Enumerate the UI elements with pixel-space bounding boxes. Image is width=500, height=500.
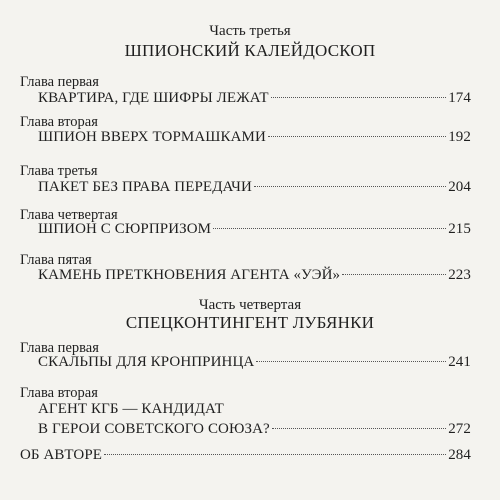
chapter-title: ШПИОН ВВЕРХ ТОРМАШКАМИ [38,129,266,145]
about-author-title: ОБ АВТОРЕ [20,447,103,463]
chapter-label: Глава пятая [20,252,92,268]
chapter-label: Глава первая [20,340,99,356]
dot-leader [271,97,447,98]
dot-leader [104,454,446,455]
chapter-title: СКАЛЬПЫ ДЛЯ КРОНПРИНЦА [38,354,255,370]
page-number: 204 [448,179,471,195]
part-three-label: Часть третья [209,23,291,39]
toc-entry-about-author[interactable] [20,446,471,465]
part-four-label: Часть четвертая [198,297,302,313]
chapter-title: КВАРТИРА, ГДЕ ШИФРЫ ЛЕЖАТ [38,90,269,106]
toc-entry[interactable] [38,178,471,197]
dot-leader [254,186,446,187]
page-number: 192 [448,129,471,145]
chapter-title: ШПИОН С СЮРПРИЗОМ [38,221,212,237]
toc-entry[interactable] [38,420,471,439]
dot-leader [213,228,446,229]
toc-entry[interactable] [38,353,471,372]
toc-entry[interactable] [38,220,471,239]
page-number: 223 [448,267,471,283]
chapter-label: Глава первая [20,74,99,90]
chapter-label: Глава четвертая [20,207,118,223]
chapter-label: Глава вторая [20,114,98,130]
chapter-title-line-1[interactable]: АГЕНТ КГБ — КАНДИДАТ [38,401,224,417]
toc-entry[interactable] [38,89,471,108]
chapter-title: ПАКЕТ БЕЗ ПРАВА ПЕРЕДАЧИ [38,179,252,195]
page-number: 174 [448,90,471,106]
dot-leader [272,428,446,429]
part-four-title: СПЕЦКОНТИНГЕНТ ЛУБЯНКИ [125,313,375,332]
chapter-label: Глава вторая [20,385,98,401]
chapter-title-line-2: В ГЕРОИ СОВЕТСКОГО СОЮЗА? [38,421,270,437]
chapter-title: КАМЕНЬ ПРЕТКНОВЕНИЯ АГЕНТА «УЭЙ» [38,267,341,283]
dot-leader [268,136,446,137]
toc-entry[interactable] [38,266,471,285]
part-three-title: ШПИОНСКИЙ КАЛЕЙДОСКОП [124,41,376,60]
page-number: 215 [448,221,471,237]
chapter-label: Глава третья [20,163,98,179]
dot-leader [256,361,446,362]
page-number: 284 [448,447,471,463]
toc-entry[interactable] [38,128,471,147]
page-number: 241 [448,354,471,370]
dot-leader [342,274,446,275]
page-number: 272 [448,421,471,437]
